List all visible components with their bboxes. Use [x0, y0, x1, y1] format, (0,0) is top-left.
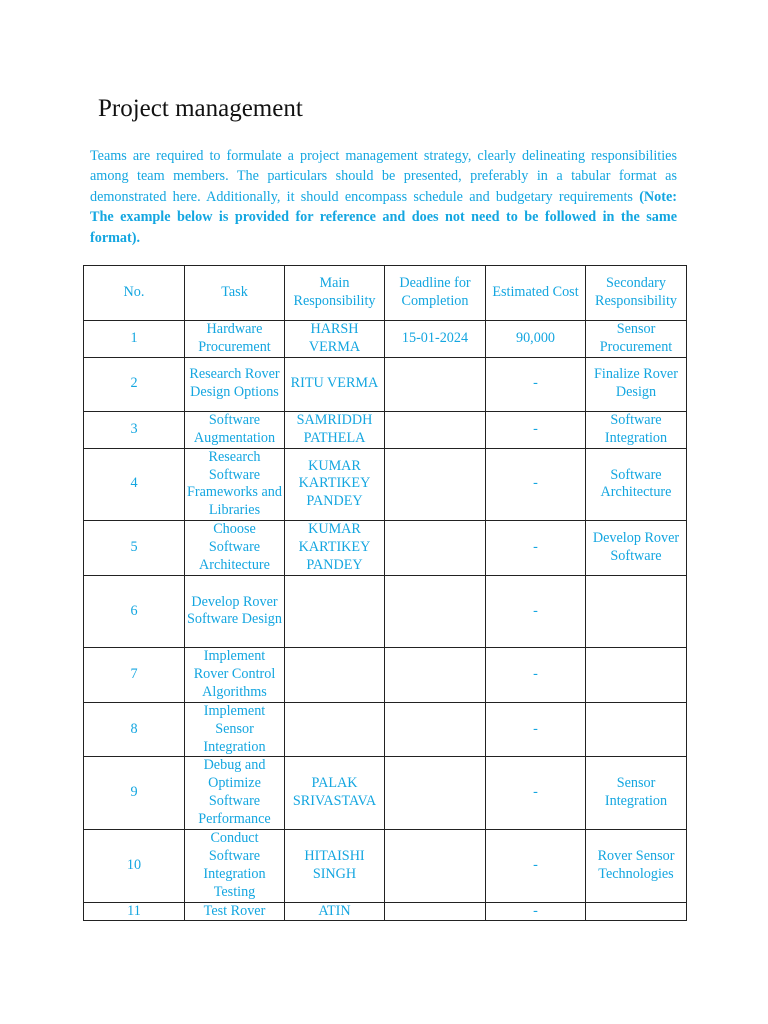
cell-estimated-cost: - [486, 702, 586, 757]
table-row [84, 757, 687, 830]
cell-estimated-cost: - [486, 411, 586, 448]
cell-task: Conduct Software Integration Testing [185, 830, 285, 903]
cell-task: Test Rover [185, 902, 285, 920]
cell-secondary-responsibility: Software Integration [586, 411, 687, 448]
cell-deadline [385, 702, 486, 757]
cell-task: Debug and Optimize Software Performance [185, 757, 285, 830]
cell-task: Research Software Frameworks and Libraries [185, 448, 285, 521]
intro-note: (Note: The example below is provided for reference and does not need to be followed in the same format). [90, 188, 677, 246]
cell-task: Implement Rover Control Algorithms [185, 647, 285, 702]
cell-secondary-responsibility: Sensor Procurement [586, 321, 687, 358]
intro-text: Teams are required to formulate a project management strategy, clearly delineating responsibilities among team members. The particulars should be presented, preferably in a tabular format as demonstrated here. Additionally, it should encompass schedule and budgetary requirements [90, 148, 677, 205]
header-estimated-cost: Estimated Cost [486, 266, 586, 321]
cell-secondary-responsibility [586, 575, 687, 647]
cell-main-responsibility: KUMAR KARTIKEY PANDEY [285, 448, 385, 521]
cell-main-responsibility: SAMRIDDH PATHELA [285, 411, 385, 448]
table-row [84, 521, 687, 576]
cell-task: Software Augmentation [185, 411, 285, 448]
header-secondary-responsibility: Secondary Responsibility [586, 266, 687, 321]
cell-deadline: 15-01-2024 [385, 321, 486, 358]
cell-secondary-responsibility: Rover Sensor Technologies [586, 830, 687, 903]
header-task: Task [185, 266, 285, 321]
table-row [84, 411, 687, 448]
intro-paragraph [90, 146, 677, 248]
cell-secondary-responsibility [586, 647, 687, 702]
cell-deadline [385, 830, 486, 903]
table-row [84, 902, 687, 920]
cell-secondary-responsibility [586, 702, 687, 757]
cell-no: 3 [84, 411, 185, 448]
cell-secondary-responsibility: Develop Rover Software [586, 521, 687, 576]
cell-main-responsibility [285, 702, 385, 757]
table-row [84, 321, 687, 358]
table-row [84, 448, 687, 521]
project-plan-table [83, 265, 687, 921]
cell-main-responsibility: HITAISHI SINGH [285, 830, 385, 903]
cell-deadline [385, 411, 486, 448]
cell-no: 4 [84, 448, 185, 521]
page-title: Project management [98, 95, 303, 122]
table-row [84, 830, 687, 903]
cell-secondary-responsibility: Sensor Integration [586, 757, 687, 830]
cell-no: 9 [84, 757, 185, 830]
cell-main-responsibility [285, 575, 385, 647]
cell-main-responsibility: HARSH VERMA [285, 321, 385, 358]
cell-deadline [385, 575, 486, 647]
cell-task: Choose Software Architecture [185, 521, 285, 576]
cell-estimated-cost: - [486, 902, 586, 920]
cell-estimated-cost: - [486, 575, 586, 647]
cell-main-responsibility: PALAK SRIVASTAVA [285, 757, 385, 830]
cell-secondary-responsibility: Finalize Rover Design [586, 357, 687, 411]
cell-secondary-responsibility [586, 902, 687, 920]
cell-no: 8 [84, 702, 185, 757]
cell-secondary-responsibility: Software Architecture [586, 448, 687, 521]
cell-estimated-cost: - [486, 757, 586, 830]
table-row [84, 647, 687, 702]
cell-no: 10 [84, 830, 185, 903]
cell-main-responsibility: ATIN [285, 902, 385, 920]
cell-no: 1 [84, 321, 185, 358]
header-main-responsibility: Main Responsibility [285, 266, 385, 321]
cell-no: 6 [84, 575, 185, 647]
cell-estimated-cost: - [486, 647, 586, 702]
cell-main-responsibility [285, 647, 385, 702]
cell-deadline [385, 448, 486, 521]
cell-deadline [385, 357, 486, 411]
cell-estimated-cost: - [486, 521, 586, 576]
cell-deadline [385, 757, 486, 830]
cell-deadline [385, 521, 486, 576]
cell-deadline [385, 647, 486, 702]
cell-task: Develop Rover Software Design [185, 575, 285, 647]
cell-estimated-cost: - [486, 448, 586, 521]
cell-no: 2 [84, 357, 185, 411]
cell-task: Hardware Procurement [185, 321, 285, 358]
cell-task: Implement Sensor Integration [185, 702, 285, 757]
cell-main-responsibility: RITU VERMA [285, 357, 385, 411]
cell-no: 11 [84, 902, 185, 920]
header-deadline: Deadline for Completion [385, 266, 486, 321]
cell-no: 5 [84, 521, 185, 576]
cell-main-responsibility: KUMAR KARTIKEY PANDEY [285, 521, 385, 576]
table-header-row [84, 266, 687, 321]
cell-deadline [385, 902, 486, 920]
table-row [84, 575, 687, 647]
cell-no: 7 [84, 647, 185, 702]
table-row [84, 357, 687, 411]
cell-estimated-cost: - [486, 357, 586, 411]
cell-estimated-cost: - [486, 830, 586, 903]
table-row [84, 702, 687, 757]
header-no: No. [84, 266, 185, 321]
cell-task: Research Rover Design Options [185, 357, 285, 411]
cell-estimated-cost: 90,000 [486, 321, 586, 358]
